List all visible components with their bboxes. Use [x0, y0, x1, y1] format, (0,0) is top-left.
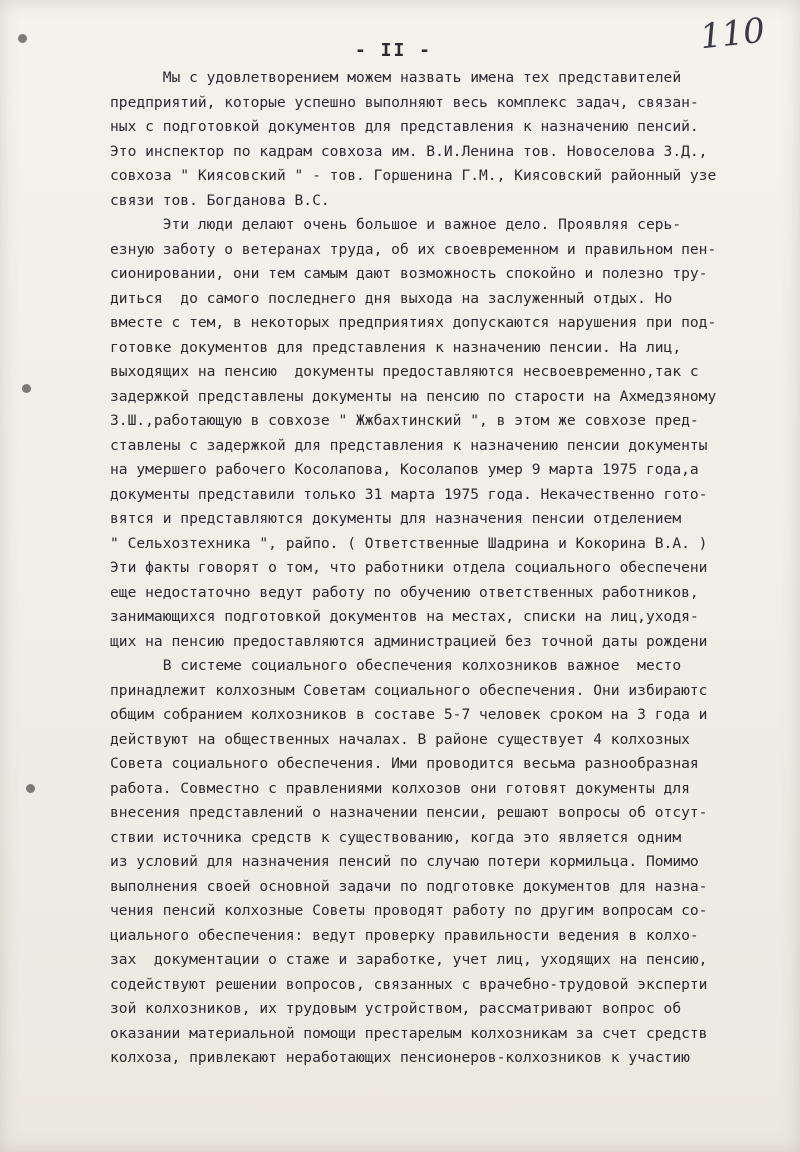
text-line: предприятий, которые успешно выполняют весь комплекс задач, связан-: [110, 93, 699, 111]
text-line: ставлены с задержкой для представления к назначению пенсии документы: [110, 436, 708, 454]
text-line: чения пенсий колхозные Советы проводят работу по другим вопросам со-: [110, 902, 708, 919]
text-line: оказании материальной помощи престарелым колхозникам за счет средств: [110, 1024, 708, 1042]
text-line: В системе социального обеспечения колхозников важное место: [110, 657, 682, 674]
text-line: готовке документов для представления к назначению пенсии. На лиц,: [110, 338, 682, 356]
text-line: связи тов. Богданова В.С.: [110, 191, 330, 209]
text-line: содействуют решении вопросов, связанных с врачебно-трудовой эксперти: [110, 975, 708, 993]
text-line: документы представили только 31 марта 1975 года. Некачественно гото-: [110, 485, 708, 503]
text-line: ных с подготовкой документов для представления к назначению пенсий.: [110, 118, 699, 135]
document-body: [110, 66, 796, 1071]
text-line: " Сельхозтехника ", райпо. ( Ответственные Шадрина и Кокорина В.А. ): [110, 534, 708, 552]
text-line: Совета социального обеспечения. Ими проводится весьма разнообразная: [110, 755, 699, 772]
text-line: занимающихся подготовкой документов на местах, списки на лиц,уходя-: [110, 608, 699, 625]
text-line: Эти факты говорят о том, что работники отдела социального обеспечени: [110, 559, 708, 576]
text-line: сионировании, они тем самым дают возможность спокойно и полезно тру-: [110, 265, 708, 282]
text-line: работа. Совместно с правлениями колхозов они готовят документы для: [110, 779, 690, 797]
text-line: циального обеспечения: ведут проверку правильности ведения в колхо-: [110, 926, 699, 944]
punch-hole: [26, 784, 35, 793]
punch-hole: [22, 384, 31, 393]
text-line: задержкой представлены документы на пенсию по старости на Ахмедзяному: [110, 387, 717, 405]
text-line: колхоза, привлекают неработающих пенсионеров-колхозников к участию: [110, 1049, 690, 1066]
text-line: зах документации о стаже и заработке, учет лиц, уходящих на пенсию,: [110, 951, 708, 968]
text-line: вместе с тем, в некоторых предприятиях допускаются нарушения при под-: [110, 314, 717, 331]
text-line: выполнения своей основной задачи по подготовке документов для назна-: [110, 877, 708, 895]
text-line: зой колхозников, их трудовым устройством, рассматривают вопрос об: [110, 1000, 682, 1017]
text-line: действуют на общественных началах. В районе существует 4 колхозных: [110, 730, 690, 748]
text-line: З.Ш.,работающую в совхозе " Жжбахтинский ", в этом же совхозе пред-: [110, 412, 699, 429]
text-line: езную заботу о ветеранах труда, об их своевременном и правильном пен-: [110, 240, 717, 258]
text-line: общим собранием колхозников в составе 5-7 человек сроком на 3 года и: [110, 706, 708, 723]
text-line: Эти люди делают очень большое и важное дело. Проявляя серь-: [110, 216, 682, 233]
text-line: щих на пенсию предоставляются администрацией без точной даты рождени: [110, 632, 708, 650]
text-line: из условий для назначения пенсий по случаю потери кормильца. Помимо: [110, 853, 699, 870]
text-line: на умершего рабочего Косолапова, Косолапов умер 9 марта 1975 года,а: [110, 461, 699, 478]
handwritten-page-number: 110: [698, 10, 767, 58]
text-line: выходящих на пенсию документы предоставляются несвоевременно,так с: [110, 363, 699, 380]
text-line: вятся и представляются документы для назначения пенсии отделением: [110, 510, 682, 527]
text-line: принадлежит колхозным Советам социального обеспечения. Они избираютс: [110, 681, 708, 699]
text-line: диться до самого последнего дня выхода на заслуженный отдых. Но: [110, 289, 673, 307]
punch-hole: [18, 34, 27, 43]
text-line: еще недостаточно ведут работу по обучению ответственных работников,: [110, 583, 699, 601]
text-line: внесения представлений о назначении пенсии, решают вопросы об отсут-: [110, 804, 708, 821]
text-line: ствии источника средств к существованию, когда это является одним: [110, 828, 682, 846]
text-line: Мы с удовлетворением можем назвать имена тех представителей: [110, 69, 682, 86]
text-line: Это инспектор по кадрам совхоза им. В.И.Ленина тов. Новоселова З.Д.,: [110, 142, 708, 160]
page-number: - II -: [355, 40, 433, 61]
text-line: совхоза " Киясовский " - тов. Горшенина Г.М., Киясовский районный узе: [110, 167, 717, 184]
